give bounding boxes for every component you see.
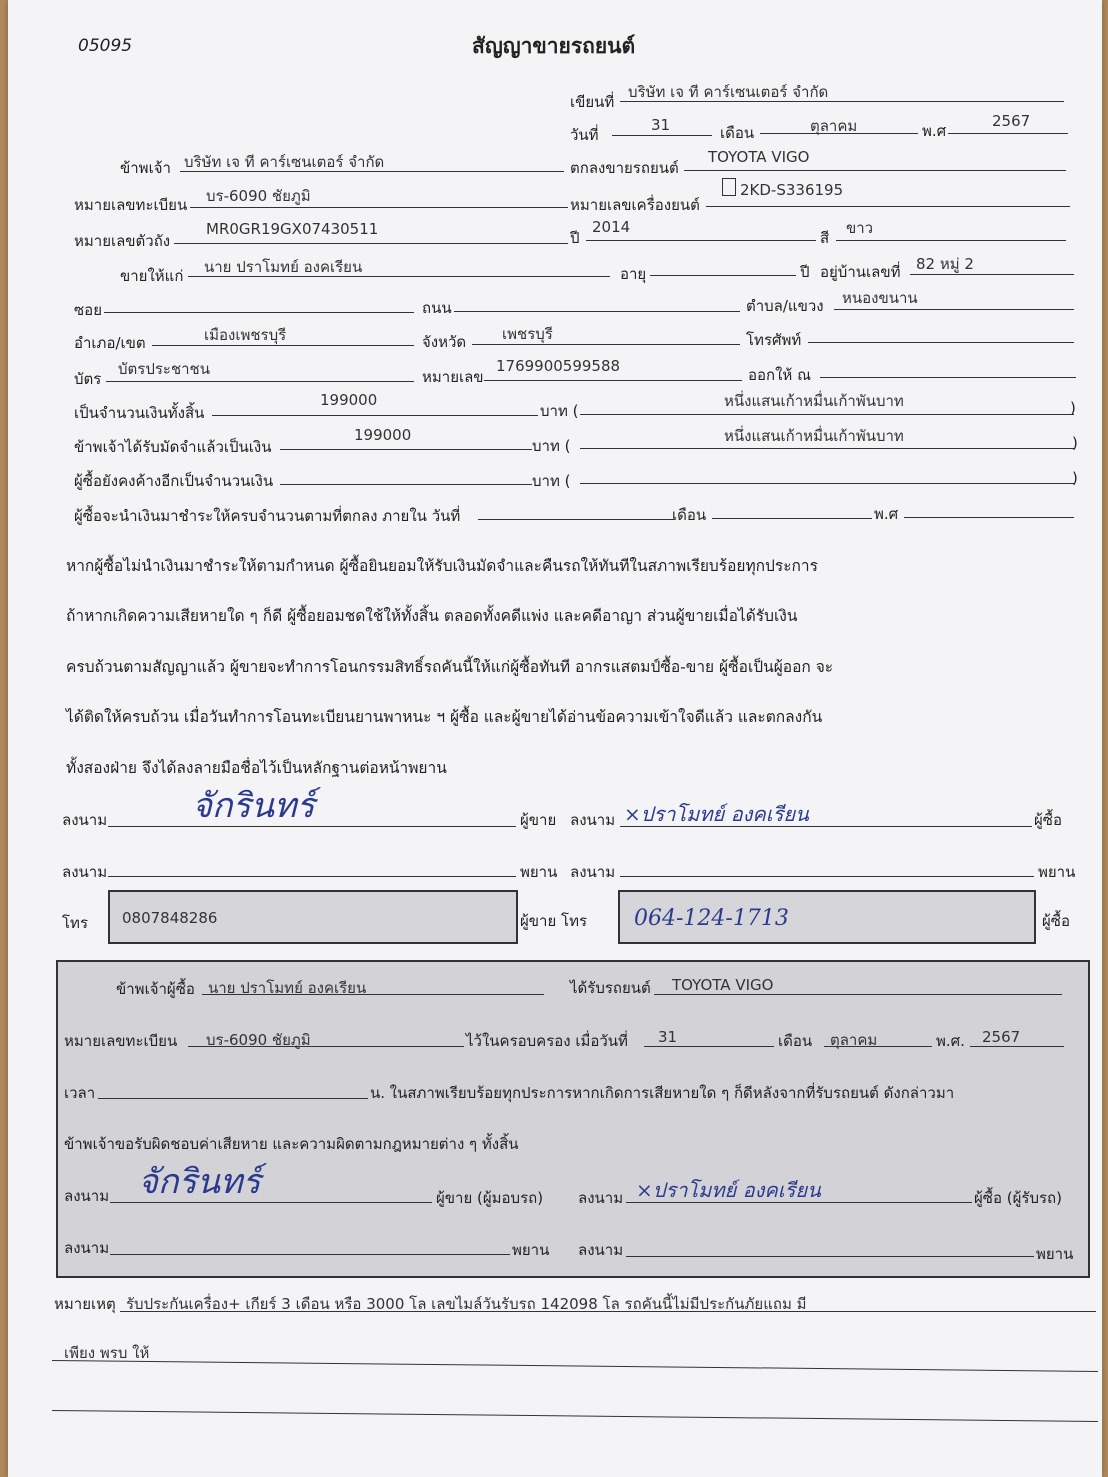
receipt-buyer-value: นาย ปราโมทย์ องคเรียน	[208, 979, 367, 997]
pay-by-label: ผู้ซื้อจะนำเงินมาชำระให้ครบจำนวนตามที่ตกลง ภายใน วันที่	[74, 507, 461, 525]
engine-value: 2KD-S336195	[740, 181, 844, 199]
buyer-role: ผู้ซื้อ	[1034, 811, 1062, 829]
total-words: หนึ่งแสนเก้าหมื่นเก้าพันบาท	[724, 392, 904, 410]
receipt-time-suffix: น. ในสภาพเรียบร้อยทุกประการหากเกิดการเสียหายใด ๆ ก็ดีหลังจากที่รับรถยนต์ ดังกล่าวมา	[370, 1084, 955, 1102]
province-label: จังหวัด	[422, 333, 467, 351]
receipt-panel	[56, 960, 1090, 1278]
terms-line-2: ถ้าหากเกิดความเสียหายใด ๆ ก็ดี ผู้ซื้อยอมชดใช้ให้ทั้งสิ้น ตลอดทั้งคดีแพ่ง และคดีอาญา ส่วนผู้ขายเมื่อได้รับเงิน	[66, 607, 798, 625]
district-label: อำเภอ/เขต	[74, 334, 146, 352]
doc-number: 05095	[78, 36, 133, 56]
deposit-value: 199000	[354, 426, 412, 444]
remaining-label: ผู้ซื้อยังคงค้างอีกเป็นจำนวนเงิน	[74, 472, 274, 490]
deposit-close: )	[1072, 434, 1078, 452]
id-number-value: 1769900599588	[496, 357, 621, 375]
buyer-phone: 064-124-1713	[634, 906, 789, 931]
seller-phone-suffix: ผู้ขาย โทร	[520, 912, 588, 930]
total-close: )	[1070, 399, 1076, 417]
terms-line-1: หากผู้ซื้อไม่นำเงินมาชำระให้ตามกำหนด ผู้ซื้อยินยอมให้รับเงินมัดจำและคืนรถให้ทันทีในสภาพเรียบร้อยทุกประการ	[66, 557, 818, 575]
color-value: ขาว	[846, 219, 874, 237]
receipt-sign-label-buyer: ลงนาม	[578, 1189, 624, 1207]
seller-role: ผู้ขาย	[520, 811, 557, 829]
receipt-time-label: เวลา	[64, 1084, 96, 1102]
buyer-phone-suffix: ผู้ซื้อ	[1042, 912, 1070, 930]
sign-label-buyer: ลงนาม	[570, 811, 616, 829]
buyer-signature: ×ปราโมทย์ องคเรียน	[624, 802, 809, 826]
receipt-month: ตุลาคม	[830, 1031, 878, 1049]
date-year: 2567	[992, 112, 1031, 130]
receipt-year-label: พ.ศ.	[936, 1032, 965, 1050]
receipt-responsibility: ข้าพเจ้าขอรับผิดชอบค่าเสียหาย และความผิดตามกฎหมายต่าง ๆ ทั้งสิ้น	[64, 1135, 519, 1153]
road-label: ถนน	[422, 299, 452, 317]
seller-value: บริษัท เจ ที คาร์เซนเตอร์ จำกัด	[184, 153, 385, 171]
year-label: ปี	[570, 229, 580, 247]
remaining-close: )	[1072, 469, 1078, 487]
receipt-plate-value: บร-6090 ชัยภูมิ	[206, 1031, 311, 1049]
receipt-buyer-label: ข้าพเจ้าผู้ซื้อ	[116, 980, 195, 998]
date-month-label: เดือน	[720, 124, 755, 142]
receipt-possession-label: ไว้ในครอบครอง เมื่อวันที่	[466, 1032, 628, 1050]
age-unit: ปี	[800, 263, 810, 281]
subdistrict-value: หนองขนาน	[842, 289, 918, 307]
receipt-sign-label-witness-1: ลงนาม	[64, 1239, 110, 1257]
total-label: เป็นจำนวนเงินทั้งสิ้น	[74, 404, 205, 422]
terms-line-3: ครบถ้วนตามสัญญาแล้ว ผู้ขายจะทำการโอนกรรมสิทธิ์รถคันนี้ให้แก่ผู้ซื้อทันที อากรแสตมป์ซื้อ-ขาย ผู้ซื้อเป็นผู้ออก จะ	[66, 658, 834, 676]
receipt-seller-role: ผู้ขาย (ผู้มอบรถ)	[436, 1189, 544, 1207]
buyer-label: ขายให้แก่	[120, 267, 184, 285]
total-baht: บาท (	[540, 402, 579, 420]
id-card-label: บัตร	[74, 370, 102, 388]
date-month: ตุลาคม	[810, 117, 858, 135]
id-number-label: หมายเลข	[422, 368, 484, 386]
receipt-sign-label-witness-2: ลงนาม	[578, 1241, 624, 1259]
receipt-sign-label-seller: ลงนาม	[64, 1187, 110, 1205]
note-line-2: เพียง พรบ ให้	[64, 1344, 150, 1362]
plate-value: บร-6090 ชัยภูมิ	[206, 187, 311, 205]
house-label: อยู่บ้านเลขที่	[820, 263, 901, 281]
sign-label-witness-1: ลงนาม	[62, 863, 108, 881]
receipt-plate-label: หมายเลขทะเบียน	[64, 1032, 178, 1050]
remaining-baht: บาท (	[532, 472, 571, 490]
color-label: สี	[820, 229, 830, 247]
subdistrict-label: ตำบล/แขวง	[746, 297, 824, 315]
date-year-label: พ.ศ	[922, 122, 947, 140]
car-agreement-value: TOYOTA VIGO	[708, 148, 810, 166]
page-title: สัญญาขายรถยนต์	[472, 34, 636, 58]
witness-role-2: พยาน	[1038, 863, 1076, 881]
receipt-witness-role-2: พยาน	[1036, 1245, 1074, 1263]
pay-by-year-label: พ.ศ	[874, 505, 899, 523]
contract-paper	[8, 0, 1102, 1477]
deposit-words: หนึ่งแสนเก้าหมื่นเก้าพันบาท	[724, 427, 904, 445]
id-card-value: บัตรประชาชน	[118, 360, 210, 378]
phone-label: โทรศัพท์	[746, 331, 802, 349]
terms-line-4: ได้ติดให้ครบถ้วน เมื่อวันทำการโอนทะเบียนยานพาหนะ ฯ ผู้ซื้อ และผู้ขายได้อ่านข้อความเข้าใจดีแล้ว และตกลงกัน	[66, 708, 823, 726]
phone-label-seller: โทร	[62, 914, 89, 932]
plate-label: หมายเลขทะเบียน	[74, 196, 188, 214]
sign-label-witness-2: ลงนาม	[570, 863, 616, 881]
date-day-label: วันที่	[570, 126, 599, 144]
seller-phone: 0807848286	[122, 909, 218, 927]
district-value: เมืองเพชรบุรี	[204, 326, 287, 344]
seller-signature: จักรินทร์	[192, 786, 315, 826]
written-at-value: บริษัท เจ ที คาร์เซนเตอร์ จำกัด	[628, 83, 829, 101]
witness-role-1: พยาน	[520, 863, 558, 881]
car-agreement-label: ตกลงขายรถยนต์	[570, 159, 679, 177]
chassis-value: MR0GR19GX07430511	[206, 220, 379, 238]
receipt-witness-role-1: พยาน	[512, 1241, 550, 1259]
receipt-received-label: ได้รับรถยนต์	[570, 979, 651, 997]
receipt-day: 31	[658, 1028, 678, 1046]
note-label: หมายเหตุ	[54, 1295, 116, 1313]
terms-line-5: ทั้งสองฝ่าย จึงได้ลงลายมือชื่อไว้เป็นหลักฐานต่อหน้าพยาน	[66, 759, 447, 777]
seller-label: ข้าพเจ้า	[120, 159, 171, 177]
note-line-1: รับประกันเครื่อง+ เกียร์ 3 เดือน หรือ 3000 โล เลขไมล์วันรับรถ 142098 โล รถคันนี้ไม่มีประกันภัยแถม มี	[126, 1295, 807, 1313]
receipt-seller-signature: จักรินทร์	[138, 1162, 261, 1202]
deposit-label: ข้าพเจ้าได้รับมัดจำแล้วเป็นเงิน	[74, 438, 272, 456]
pay-by-month-label: เดือน	[672, 506, 707, 524]
deposit-baht: บาท (	[532, 437, 571, 455]
total-value: 199000	[320, 391, 378, 409]
province-value: เพชรบุรี	[502, 325, 553, 343]
chassis-label: หมายเลขตัวถัง	[74, 232, 171, 250]
year-value: 2014	[592, 218, 631, 236]
soi-label: ซอย	[74, 301, 102, 319]
date-day: 31	[651, 116, 671, 134]
sign-label-seller: ลงนาม	[62, 811, 108, 829]
engine-box-icon	[722, 178, 736, 200]
house-value: 82 หมู่ 2	[916, 255, 974, 273]
engine-label: หมายเลขเครื่องยนต์	[570, 196, 700, 214]
buyer-value: นาย ปราโมทย์ องคเรียน	[204, 258, 363, 276]
receipt-received-value: TOYOTA VIGO	[672, 976, 774, 994]
receipt-buyer-role: ผู้ซื้อ (ผู้รับรถ)	[974, 1189, 1062, 1207]
receipt-month-label: เดือน	[778, 1032, 813, 1050]
receipt-buyer-signature: ×ปราโมทย์ องคเรียน	[636, 1178, 821, 1202]
issued-label: ออกให้ ณ	[748, 366, 811, 384]
receipt-year: 2567	[982, 1028, 1021, 1046]
age-label: อายุ	[620, 265, 647, 283]
written-at-label: เขียนที่	[570, 93, 615, 111]
